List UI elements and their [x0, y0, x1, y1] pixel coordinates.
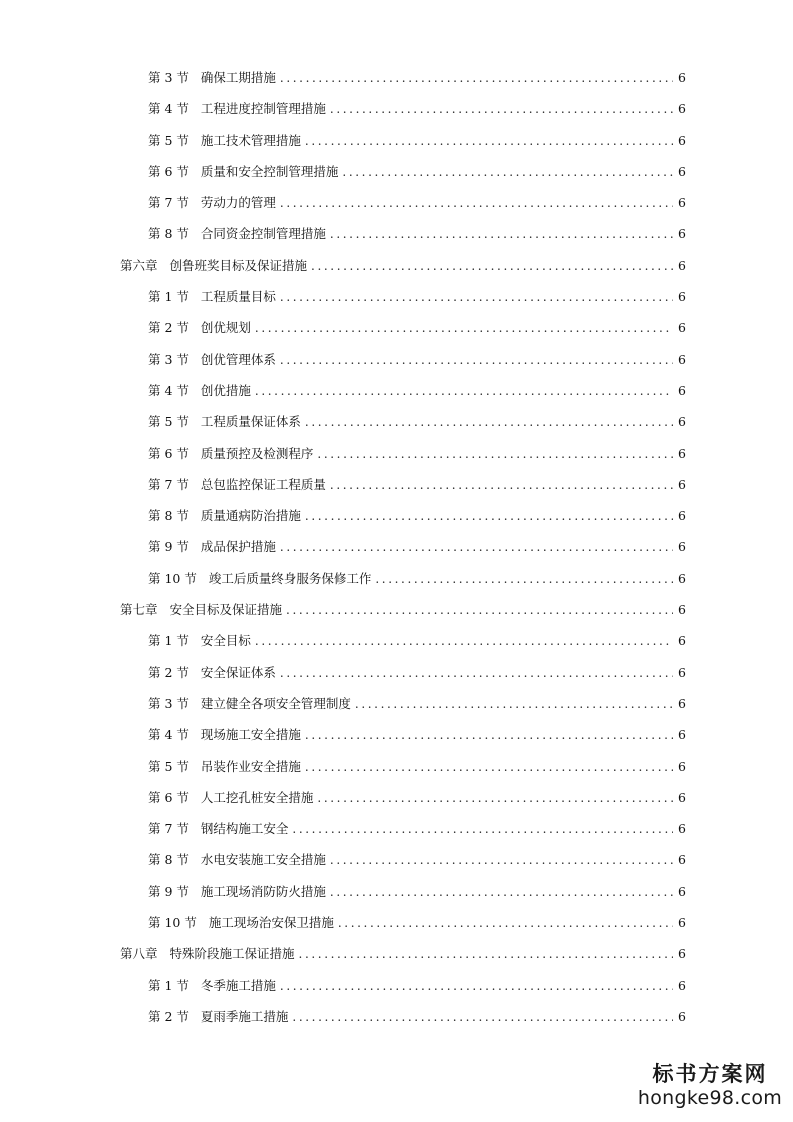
toc-entry-number: 第 3 节 [148, 70, 189, 85]
dot-leader [330, 219, 673, 250]
toc-section-entry[interactable] [0, 657, 793, 688]
toc-entry-number: 第 7 节 [148, 476, 189, 492]
toc-section-entry[interactable] [0, 125, 793, 156]
toc-entry-title: 施工现场消防防火措施 [200, 883, 326, 899]
toc-chapter-entry[interactable] [0, 594, 793, 625]
table-of-contents [0, 62, 793, 1032]
toc-entry-number: 第 7 节 [148, 195, 189, 211]
toc-entry-page-number: 6 [678, 289, 686, 305]
toc-entry-title: 确保工期措施 [200, 70, 276, 85]
toc-entry-number: 第 4 节 [148, 382, 189, 398]
toc-entry-number: 第 1 节 [148, 633, 189, 649]
toc-entry-title: 安全保证体系 [200, 664, 276, 680]
toc-entry-title: 安全目标及保证措施 [169, 602, 283, 618]
dot-leader [255, 313, 673, 344]
toc-entry-title: 安全目标 [200, 633, 251, 649]
dot-leader [305, 720, 673, 751]
toc-section-entry[interactable] [0, 719, 793, 750]
toc-entry-page-number: 6 [678, 382, 686, 398]
toc-entry-title: 合同资金控制管理措施 [200, 226, 326, 242]
toc-section-entry[interactable] [0, 406, 793, 437]
toc-section-entry[interactable] [0, 625, 793, 656]
toc-entry-page-number: 6 [678, 320, 686, 336]
toc-entry-title: 工程进度控制管理措施 [200, 101, 326, 117]
toc-entry-number: 第六章 [120, 257, 158, 273]
toc-entry-number: 第 3 节 [148, 351, 189, 367]
dot-leader [280, 971, 673, 1002]
toc-entry-number: 第 6 节 [148, 445, 189, 461]
dot-leader [255, 376, 673, 407]
toc-section-entry[interactable] [0, 375, 793, 406]
toc-entry-page-number: 6 [678, 915, 686, 931]
toc-section-entry[interactable] [0, 1001, 793, 1032]
toc-entry-number: 第 6 节 [148, 163, 189, 179]
toc-section-entry[interactable] [0, 813, 793, 844]
toc-entry-number: 第 1 节 [148, 977, 189, 993]
dot-leader [305, 407, 673, 438]
toc-entry-page-number: 6 [678, 539, 686, 555]
dot-leader [330, 94, 673, 125]
toc-entry-page-number: 6 [678, 633, 686, 649]
toc-entry-title: 质量通病防治措施 [200, 508, 301, 524]
toc-entry-number: 第 10 节 [148, 915, 197, 931]
dot-leader [305, 501, 673, 532]
toc-entry-number: 第 5 节 [148, 414, 189, 430]
toc-entry-title: 冬季施工措施 [200, 977, 276, 993]
toc-section-entry[interactable] [0, 782, 793, 813]
toc-entry-page-number: 6 [678, 195, 686, 211]
toc-entry-number: 第 8 节 [148, 226, 189, 242]
toc-entry-title: 质量预控及检测程序 [200, 445, 314, 461]
toc-entry-number: 第 1 节 [148, 289, 189, 305]
toc-entry-title: 创优管理体系 [200, 351, 276, 367]
toc-entry-page-number: 6 [678, 1008, 686, 1024]
toc-entry-page-number: 6 [678, 664, 686, 680]
dot-leader [311, 251, 673, 282]
toc-entry-title: 成品保护措施 [200, 539, 276, 555]
toc-section-entry[interactable] [0, 281, 793, 312]
toc-entry-page-number: 6 [678, 257, 686, 273]
toc-entry-page-number: 6 [678, 695, 686, 711]
toc-entry-page-number: 6 [678, 883, 686, 899]
watermark-site-name: 标书方案网 [652, 1062, 768, 1086]
toc-entry-title: 吊装作业安全措施 [200, 758, 301, 774]
dot-leader [280, 63, 673, 94]
dot-leader [280, 532, 673, 563]
toc-entry-page-number: 6 [678, 351, 686, 367]
toc-entry-page-number: 6 [678, 132, 686, 148]
toc-section-entry[interactable] [0, 93, 793, 124]
toc-entry-number: 第 2 节 [148, 320, 189, 336]
toc-section-entry[interactable] [0, 688, 793, 719]
dot-leader [305, 126, 673, 157]
dot-leader [286, 595, 673, 626]
toc-entry-page-number: 6 [678, 101, 686, 117]
toc-entry-title: 创优规划 [200, 320, 251, 336]
toc-entry-page-number: 6 [678, 445, 686, 461]
toc-section-entry[interactable] [0, 751, 793, 782]
dot-leader [280, 345, 673, 376]
toc-entry-title: 竣工后质量终身服务保修工作 [208, 570, 372, 586]
toc-entry-number: 第 7 节 [148, 821, 189, 837]
toc-entry-title: 工程质量目标 [200, 289, 276, 305]
toc-entry-page-number: 6 [678, 226, 686, 242]
toc-entry-number: 第八章 [120, 946, 158, 962]
toc-entry-page-number: 6 [678, 946, 686, 962]
toc-section-entry[interactable] [0, 218, 793, 249]
toc-entry-title: 钢结构施工安全 [200, 821, 289, 837]
dot-leader [317, 439, 673, 470]
toc-entry-page-number: 6 [678, 852, 686, 868]
toc-entry-page-number: 6 [678, 789, 686, 805]
dot-leader [280, 658, 673, 689]
toc-entry-title: 总包监控保证工程质量 [200, 476, 326, 492]
dot-leader [330, 877, 673, 908]
toc-entry-number: 第 8 节 [148, 852, 189, 868]
toc-section-entry[interactable] [0, 907, 793, 938]
toc-entry-number: 第 2 节 [148, 1008, 189, 1024]
toc-section-entry[interactable] [0, 438, 793, 469]
toc-entry-title: 创鲁班奖目标及保证措施 [169, 257, 308, 273]
toc-entry-page-number: 6 [678, 570, 686, 586]
dot-leader [330, 470, 673, 501]
toc-entry-number: 第 2 节 [148, 664, 189, 680]
toc-entry-page-number: 6 [678, 758, 686, 774]
toc-entry-page-number: 6 [678, 602, 686, 618]
toc-entry-number: 第 8 节 [148, 508, 189, 524]
toc-section-entry[interactable] [0, 563, 793, 594]
toc-entry-title: 劳动力的管理 [200, 195, 276, 211]
toc-entry-number: 第七章 [120, 602, 158, 618]
toc-entry-title: 人工挖孔桩安全措施 [200, 789, 314, 805]
toc-section-entry[interactable] [0, 844, 793, 875]
toc-section-entry[interactable] [0, 876, 793, 907]
toc-entry-number: 第 5 节 [148, 132, 189, 148]
toc-entry-title: 现场施工安全措施 [200, 727, 301, 743]
toc-section-entry[interactable] [0, 187, 793, 218]
dot-leader [317, 783, 673, 814]
toc-entry-title: 夏雨季施工措施 [200, 1008, 289, 1024]
toc-entry-title: 建立健全各项安全管理制度 [200, 695, 351, 711]
toc-section-entry[interactable] [0, 469, 793, 500]
toc-entry-number: 第 9 节 [148, 883, 189, 899]
dot-leader [305, 752, 673, 783]
toc-entry-page-number: 6 [678, 163, 686, 179]
toc-section-entry[interactable] [0, 531, 793, 562]
toc-entry-number: 第 4 节 [148, 727, 189, 743]
dot-leader [342, 157, 673, 188]
toc-section-entry[interactable] [0, 344, 793, 375]
toc-entry-page-number: 6 [678, 977, 686, 993]
toc-entry-number: 第 6 节 [148, 789, 189, 805]
toc-entry-page-number: 6 [678, 70, 686, 85]
toc-entry-page-number: 6 [678, 414, 686, 430]
watermark-url: hongke98.com [637, 1087, 783, 1109]
dot-leader [255, 626, 673, 657]
dot-leader [292, 1002, 673, 1033]
dot-leader [355, 689, 673, 720]
dot-leader [280, 282, 673, 313]
toc-entry-title: 水电安装施工安全措施 [200, 852, 326, 868]
toc-entry-number: 第 3 节 [148, 695, 189, 711]
dot-leader [280, 188, 673, 219]
toc-entry-title: 特殊阶段施工保证措施 [169, 946, 295, 962]
dot-leader [375, 564, 673, 595]
toc-section-entry[interactable] [0, 156, 793, 187]
toc-entry-page-number: 6 [678, 508, 686, 524]
toc-entry-number: 第 5 节 [148, 758, 189, 774]
toc-entry-page-number: 6 [678, 727, 686, 743]
toc-chapter-entry[interactable] [0, 250, 793, 281]
toc-entry-title: 质量和安全控制管理措施 [200, 163, 339, 179]
toc-entry-title: 创优措施 [200, 382, 251, 398]
toc-entry-page-number: 6 [678, 476, 686, 492]
toc-entry-title: 施工现场治安保卫措施 [208, 915, 334, 931]
toc-entry-number: 第 10 节 [148, 570, 197, 586]
dot-leader [338, 908, 673, 939]
dot-leader [292, 814, 673, 845]
toc-entry-title: 工程质量保证体系 [200, 414, 301, 430]
toc-entry-page-number: 6 [678, 821, 686, 837]
toc-section-entry[interactable] [0, 62, 793, 93]
toc-entry-title: 施工技术管理措施 [200, 132, 301, 148]
toc-section-entry[interactable] [0, 970, 793, 1001]
dot-leader [299, 939, 673, 970]
toc-entry-number: 第 9 节 [148, 539, 189, 555]
toc-entry-number: 第 4 节 [148, 101, 189, 117]
dot-leader [330, 845, 673, 876]
site-watermark [630, 1062, 790, 1110]
toc-section-entry[interactable] [0, 500, 793, 531]
toc-section-entry[interactable] [0, 312, 793, 343]
toc-chapter-entry[interactable] [0, 938, 793, 969]
